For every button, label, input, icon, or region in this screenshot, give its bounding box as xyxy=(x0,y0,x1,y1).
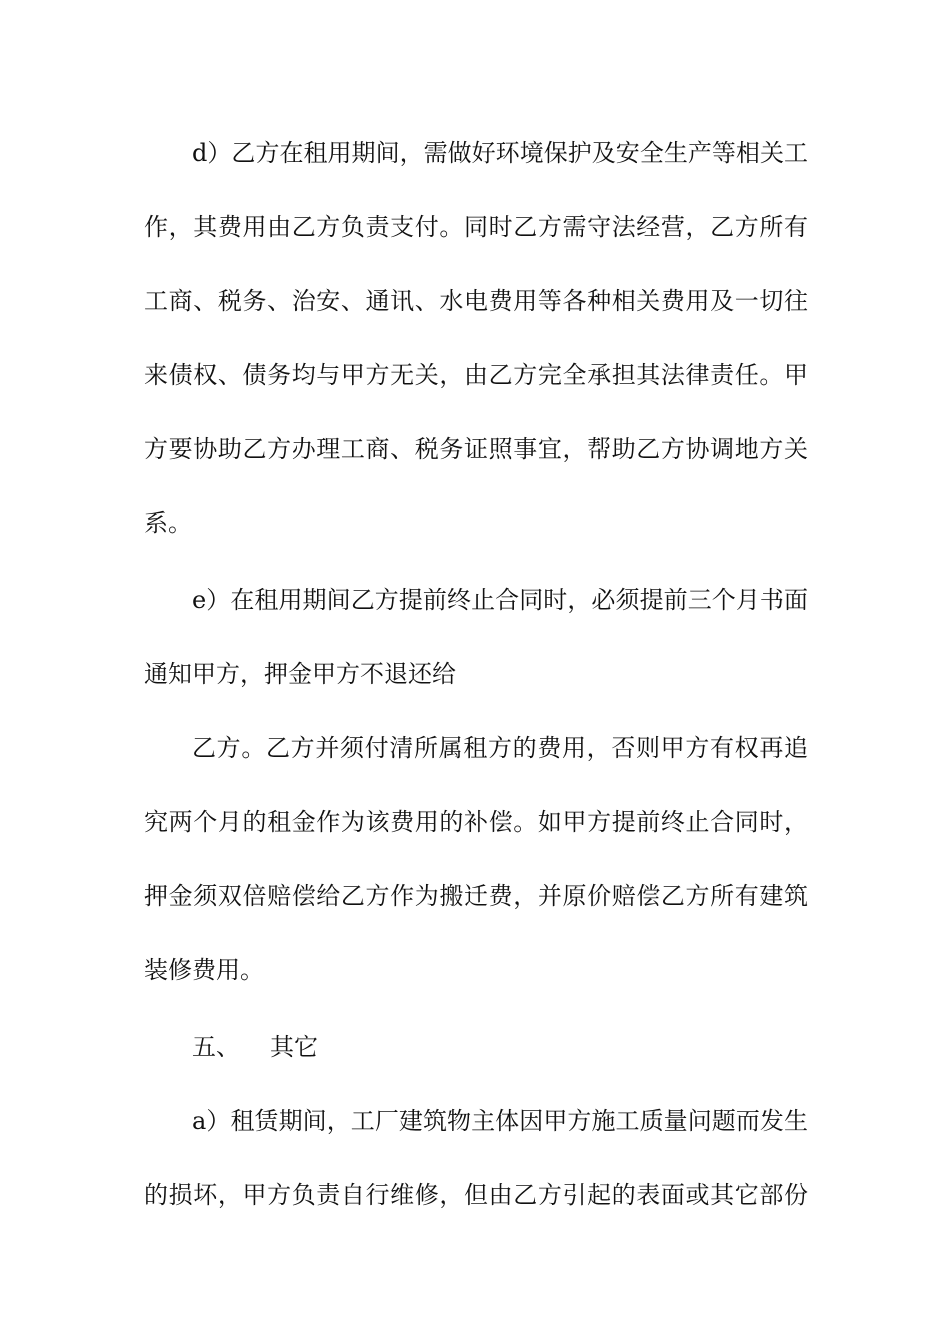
paragraph-e-cont-line-1: 乙方。乙方并须付清所属租方的费用，否则甲方有权再追 xyxy=(192,734,808,762)
section-five-number: 五、 xyxy=(192,1033,240,1061)
paragraph-e-cont-line-4: 装修费用。 xyxy=(144,956,264,984)
paragraph-e-line-1: e）在租用期间乙方提前终止合同时，必须提前三个月书面 xyxy=(192,586,808,614)
paragraph-a-line-1: a）租赁期间，工厂建筑物主体因甲方施工质量问题而发生 xyxy=(192,1107,808,1135)
section-five-title: 其它 xyxy=(270,1033,318,1061)
paragraph-d-line-5: 方要协助乙方办理工商、税务证照事宜，帮助乙方协调地方关 xyxy=(144,435,808,463)
section-five-heading xyxy=(192,1027,492,1067)
paragraph-d-line-1: d）乙方在租用期间，需做好环境保护及安全生产等相关工 xyxy=(192,139,808,167)
paragraph-d-line-3: 工商、税务、治安、通讯、水电费用等各种相关费用及一切往 xyxy=(144,287,808,315)
paragraph-a-line-2: 的损坏，甲方负责自行维修，但由乙方引起的表面或其它部份 xyxy=(144,1181,808,1209)
paragraph-e-line-2: 通知甲方，押金甲方不退还给 xyxy=(144,660,456,688)
paragraph-e-cont-line-3: 押金须双倍赔偿给乙方作为搬迁费，并原价赔偿乙方所有建筑 xyxy=(144,882,808,910)
paragraph-d-line-6: 系。 xyxy=(144,509,192,537)
paragraph-e-cont-line-2: 究两个月的租金作为该费用的补偿。如甲方提前终止合同时， xyxy=(144,808,808,836)
paragraph-d-line-2: 作，其费用由乙方负责支付。同时乙方需守法经营，乙方所有 xyxy=(144,213,808,241)
paragraph-d-line-4: 来债权、债务均与甲方无关，由乙方完全承担其法律责任。甲 xyxy=(144,361,808,389)
